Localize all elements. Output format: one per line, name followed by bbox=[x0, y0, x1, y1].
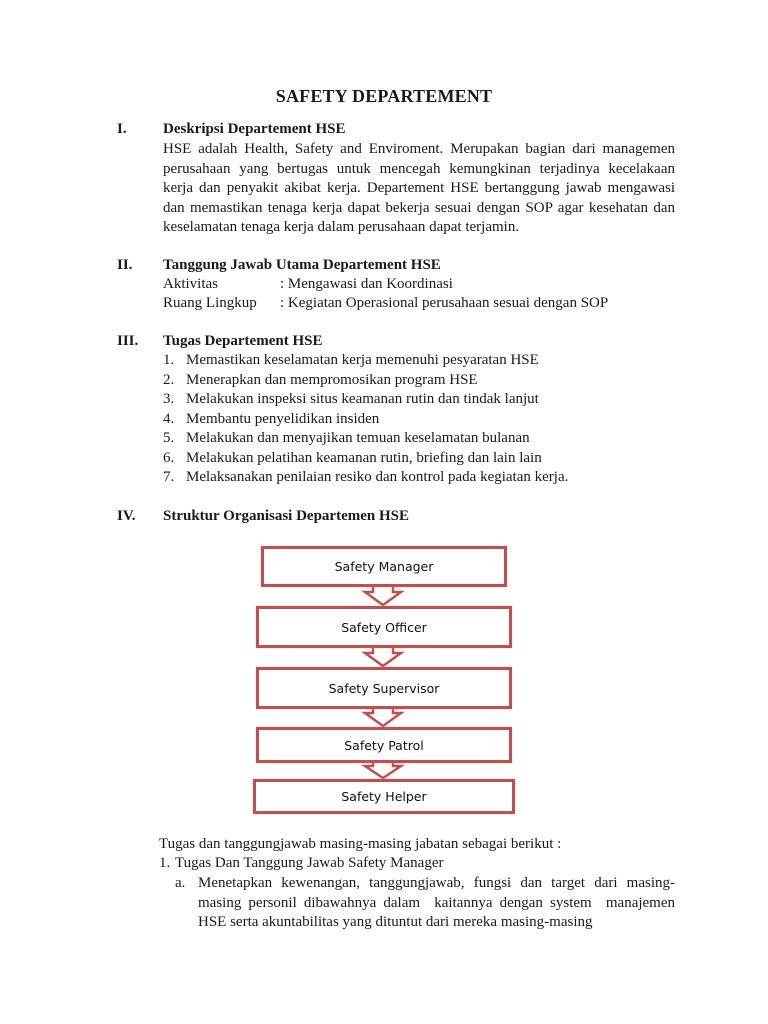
duties-intro: Tugas dan tanggungjawab masing-masing jabatan sebagai berikut : bbox=[159, 836, 562, 852]
org-node-label: Safety Manager bbox=[334, 559, 434, 574]
paragraph-line: masing personil dibawahnya dalam kaitannya dengan system manajemen bbox=[198, 894, 675, 911]
section-heading: Deskripsi Departement HSE bbox=[163, 121, 346, 137]
list-item-number: 7. bbox=[163, 469, 175, 485]
org-node-safety-patrol bbox=[256, 727, 512, 763]
section-heading: Tugas Departement HSE bbox=[163, 333, 323, 349]
org-node-label: Safety Officer bbox=[341, 619, 427, 635]
org-node-label: Safety Helper bbox=[341, 789, 427, 804]
paragraph-line: HSE adalah Health, Safety and Enviroment. Merupakan bagian dari managemen bbox=[163, 141, 675, 157]
list-item: Melakukan pelatihan keamanan rutin, briefing dan lain lain bbox=[186, 450, 542, 466]
list-item-number: 6. bbox=[163, 450, 175, 466]
org-node-label: Safety Supervisor bbox=[328, 680, 440, 696]
list-item: Melaksanakan penilaian resiko dan kontrol pada kegiatan kerja. bbox=[186, 469, 569, 485]
org-node-safety-manager bbox=[261, 546, 507, 587]
duty-item-number: 1. bbox=[159, 855, 171, 871]
row-value-ruang-lingkup: : Kegiatan Operasional perusahaan sesuai dengan SOP bbox=[280, 295, 609, 311]
list-item: Melakukan inspeksi situs keamanan rutin dan tindak lanjut bbox=[186, 391, 539, 407]
list-item-number: 2. bbox=[163, 372, 175, 388]
list-item: Melakukan dan menyajikan temuan keselamatan bulanan bbox=[186, 430, 530, 446]
duty-sub-paragraph bbox=[198, 874, 675, 933]
paragraph-line: dan memastikan tenaga kerja dapat bekerja sesuai dengan SOP agar kesehatan dan bbox=[163, 199, 675, 216]
section-heading: Tanggung Jawab Utama Departement HSE bbox=[163, 257, 441, 273]
section-numeral: II. bbox=[117, 257, 133, 273]
list-item: Menerapkan dan mempromosikan program HSE bbox=[186, 372, 478, 388]
list-item: Memastikan keselamatan kerja memenuhi pesyaratan HSE bbox=[186, 352, 539, 368]
org-node-safety-officer bbox=[256, 606, 512, 648]
row-key-aktivitas: Aktivitas bbox=[163, 276, 218, 292]
row-key-ruang-lingkup: Ruang Lingkup bbox=[163, 295, 257, 311]
list-item-number: 3. bbox=[163, 391, 175, 407]
duty-sub-letter: a. bbox=[175, 875, 186, 891]
document-title: SAFETY DEPARTEMENT bbox=[275, 86, 493, 106]
paragraph-line: HSE serta akuntabilitas yang dituntut dari mereka masing-masing bbox=[198, 914, 593, 930]
org-node-safety-helper bbox=[253, 779, 515, 814]
org-node-safety-supervisor bbox=[256, 667, 512, 709]
section-numeral: I. bbox=[117, 121, 127, 137]
section-numeral: III. bbox=[117, 333, 139, 349]
paragraph-line: keselamatan tenaga kerja dalam perusahaan dapat terjamin. bbox=[163, 219, 520, 236]
list-item: Membantu penyelidikan insiden bbox=[186, 411, 380, 427]
paragraph-line: kerja dan penyakit akibat kerja. Departement HSE bertanggung jawab mengawasi bbox=[163, 180, 675, 197]
section-heading: Struktur Organisasi Departemen HSE bbox=[163, 508, 409, 524]
paragraph-line: perusahaan yang bertugas untuk mencegah kemungkinan terjadinya kecelakaan bbox=[163, 160, 675, 177]
list-item-number: 5. bbox=[163, 430, 175, 446]
list-item-number: 1. bbox=[163, 352, 175, 368]
org-node-label: Safety Patrol bbox=[344, 737, 424, 753]
section-numeral: IV. bbox=[117, 508, 136, 524]
list-item-number: 4. bbox=[163, 411, 175, 427]
duty-item-title: Tugas Dan Tanggung Jawab Safety Manager bbox=[175, 855, 444, 871]
row-value-aktivitas: : Mengawasi dan Koordinasi bbox=[280, 276, 453, 292]
paragraph-line: Menetapkan kewenangan, tanggungjawab, fungsi dan target dari masing- bbox=[198, 875, 675, 891]
